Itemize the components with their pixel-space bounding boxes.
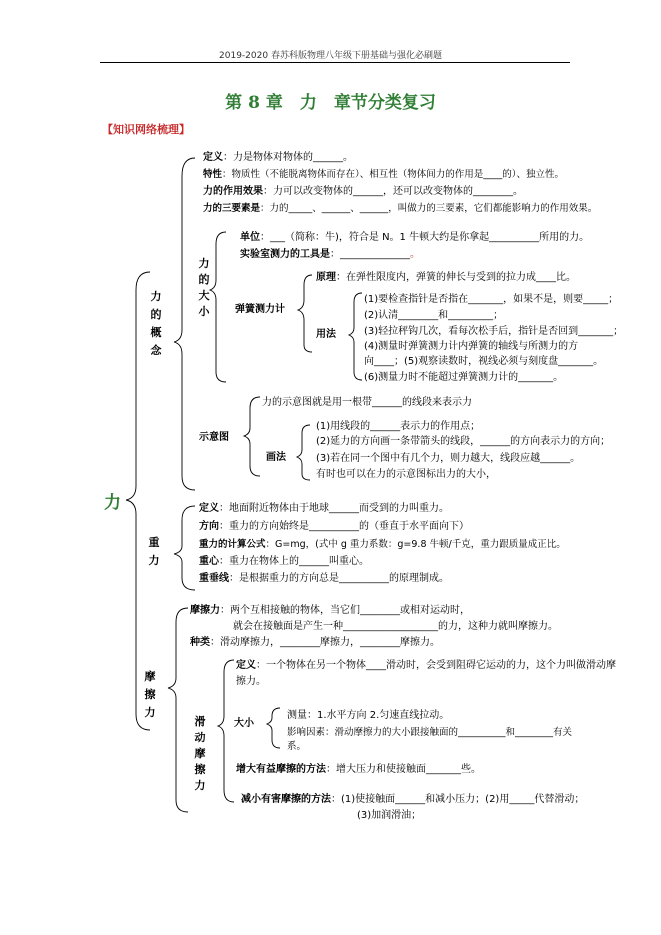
spring-principle-value: ：在弹性限度内，弹簧的伸长与受到的拉力成____比。 (336, 272, 576, 283)
spring-scale-label: 弹簧测力计 (235, 304, 285, 315)
size-brace (210, 232, 226, 382)
root-brace (126, 272, 150, 730)
diagram-definition: 力的示意图就是用一根带______的线段来表示力 (262, 397, 472, 408)
draw-label: 画法 (266, 452, 286, 463)
measure-tool-dot: 。 (410, 249, 420, 260)
measure-tool (240, 248, 420, 261)
usage-item: (2)认清________和_________； (364, 310, 504, 321)
sec1-definition (203, 151, 353, 164)
measure-tool-key: 实验室测力的工具是 (240, 249, 330, 260)
friction-definition-key: 摩擦力 (190, 605, 220, 616)
increase-friction-value: ：增大压力和使接触面_______些。 (326, 764, 481, 775)
sliding-definition (236, 659, 616, 672)
spring-principle-key: 原理 (316, 272, 336, 283)
force-unit-key: 单位 (240, 232, 260, 243)
sec1-definition-value: ：力是物体对物体的______。 (223, 152, 353, 163)
gravity-line (199, 555, 369, 568)
sliding-definition-cont: 擦力。 (236, 676, 266, 687)
force-unit-value: ：___（简称：牛)，符合是 N。1 牛顿大约是你拿起__________所用的力。 (260, 232, 590, 243)
sec1-three-value: ：力的_____、______、______，叫做力的三要素，它们都能影响力的作用效果。 (260, 203, 598, 214)
measure-tool-value: ：______________ (330, 249, 410, 260)
gravity-line-value: ：重力的方向始终是__________的（垂直于水平面向下） (219, 521, 469, 532)
sec1-effect-value: ：力可以改变物体的______，还可以改变物体的________。 (263, 186, 523, 197)
usage-brace (349, 293, 362, 380)
draw-item: (1)用线段的______表示力的作用点； (316, 421, 481, 432)
gravity-line-key: 方向 (199, 521, 219, 532)
diagram-label: 示意图 (199, 432, 229, 443)
draw-item: (3)若在同一个图中有几个力，则力越大，线段应越______。 (316, 453, 581, 464)
increase-friction-key: 增大有益摩擦的方法 (236, 764, 326, 775)
sec1-label: 力 的 概 念 (150, 290, 162, 357)
spring-principle (316, 271, 576, 284)
gravity-line-value: ：重力在物体上的______叫重心。 (219, 556, 369, 567)
sec1-definition-key: 定义 (203, 152, 223, 163)
gravity-line (199, 502, 449, 515)
sec3-brace (168, 608, 188, 812)
sliding-friction-label: 滑 动 摩 擦 力 (194, 715, 206, 792)
usage-item: (1)要检查指针是否指在_______，如果不是，则要_____； (364, 294, 619, 305)
gravity-line (199, 538, 566, 551)
friction-definition-value: ：两个互相接触的物体，当它们________或相对运动时， (220, 605, 470, 616)
size-small-brace (267, 708, 280, 748)
reduce-friction-value: ：(1)使接触面______和减小压力；(2)用_____代替滑动； (331, 794, 585, 805)
sliding-definition-value: ：一个物体在另一个物体____滑动时，会受到阻碍它运动的力，这个力叫做滑动摩 (256, 660, 616, 671)
sec2-brace (174, 506, 195, 590)
sec1-brace (174, 158, 195, 490)
sec1-properties-key: 特性 (203, 169, 223, 180)
gravity-line-value: ：地面附近物体由于地球______而受到的力叫重力。 (219, 503, 449, 514)
sliding-brace (218, 660, 234, 802)
usage-item: (6)测量力时不能超过弹簧测力计的_______。 (364, 372, 564, 383)
friction-kinds-value: ：滑动摩擦力，________摩擦力，________摩擦力。 (210, 637, 440, 648)
sec1-properties (203, 168, 564, 181)
gravity-line (199, 520, 469, 533)
gravity-line-value: ：G=mg，(式中 g 重力系数：g=9.8 牛顿/千克，重力跟质量成正比。 (265, 539, 566, 550)
sec1-effect (203, 185, 523, 198)
page-header: 2019-2020 春苏科版物理八年级下册基础与强化必刷题 (219, 51, 442, 61)
friction-definition (190, 604, 470, 617)
friction-measure: 测量：1.水平方向 2.匀速直线拉动。 (287, 710, 450, 721)
sec1-three-key: 力的三要素是 (203, 203, 261, 214)
draw-brace (297, 425, 310, 480)
friction-factor-cont: 系。 (287, 741, 307, 752)
usage-item: (4)测量时弹簧测力计内弹簧的轴线与所测力的方 (364, 341, 579, 352)
gravity-line-value: ：是根据重力的方向总是__________的原理制成。 (229, 573, 449, 584)
section-tag: 【知识网络梳理】 (102, 123, 190, 136)
sec3-label: 摩 擦 力 (144, 670, 156, 719)
diagram-brace (244, 397, 260, 476)
root-label: 力 (104, 493, 121, 513)
sec1-properties-value: ：物质性（不能脱离物体而存在）、相互性（物体间力的作用是____的）、独立性。 (222, 169, 565, 180)
draw-item: (2)延力的方向画一条带箭头的线段，______的方向表示力的方向； (316, 436, 611, 447)
gravity-line-key: 重心 (199, 556, 219, 567)
sec1-effect-key: 力的作用效果 (203, 186, 263, 197)
reduce-friction-key: 减小有害摩擦的方法 (241, 794, 331, 805)
usage-item: (3)轻拉秤钩几次，看每次松手后，指针是否回到_______； (364, 326, 624, 337)
friction-factor: 影响因素：滑动摩擦力的大小跟接触面的__________和________有关 (287, 727, 573, 738)
gravity-line-key: 重力的计算公式 (199, 539, 266, 550)
gravity-line-key: 重垂线 (199, 573, 229, 584)
sec2-label: 重 力 (148, 536, 160, 567)
sec1-three-elements (203, 202, 597, 215)
gravity-line-key: 定义 (199, 503, 219, 514)
usage-label: 用法 (316, 329, 336, 340)
friction-definition-cont: 就会在接触面是产生一种___________________的力，这种力就叫摩擦力。 (233, 621, 558, 632)
friction-kinds-key: 种类 (190, 637, 210, 648)
draw-item: 有时也可以在力的示意图标出力的大小， (316, 469, 496, 480)
force-size-label: 力 的 大 小 (198, 257, 210, 318)
friction-size-label: 大小 (234, 718, 254, 729)
friction-kinds (190, 636, 440, 649)
spring-brace (298, 275, 312, 352)
increase-friction (236, 763, 481, 776)
force-unit (240, 231, 589, 244)
usage-item: 向____；(5)观察读数时，视线必须与刻度盘_______。 (364, 356, 604, 367)
gravity-line (199, 572, 449, 585)
reduce-friction-cont: (3)加润滑油； (357, 810, 422, 821)
reduce-friction (241, 793, 584, 806)
sliding-definition-key: 定义 (236, 660, 256, 671)
page-title: 第 8 章 力 章节分类复习 (225, 93, 436, 113)
